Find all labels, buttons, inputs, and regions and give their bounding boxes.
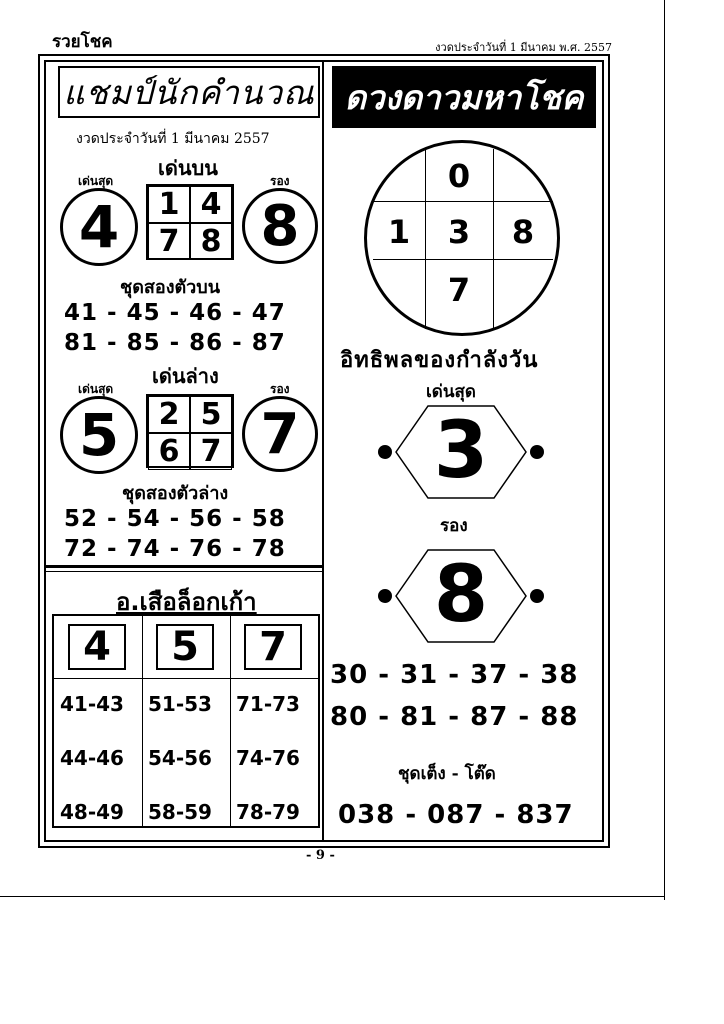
- section-divider-thin: [46, 571, 322, 572]
- bottom-second-label: รอง: [270, 382, 290, 396]
- grid-line: [373, 201, 553, 202]
- top-main-label: เด่นสุด: [78, 174, 114, 188]
- top-main-circle: 4: [60, 188, 138, 266]
- ao-digit: 5: [156, 624, 214, 670]
- champion-title: แชมป์นักคำนวณ: [63, 72, 315, 112]
- grid-cell: 4: [190, 186, 232, 223]
- column-divider: [322, 62, 324, 840]
- top-second-circle: 8: [242, 188, 318, 264]
- grid-line: [373, 259, 553, 260]
- main-hexagon: [376, 402, 546, 502]
- grid-cell: 1: [148, 186, 190, 223]
- grid-cell: 6: [148, 433, 190, 470]
- ao-range: 78-79: [236, 800, 300, 824]
- ao-range: 48-49: [60, 800, 124, 824]
- grid-line: [493, 149, 494, 329]
- right-pairs-row1: 30 - 31 - 37 - 38: [330, 660, 579, 690]
- lucky-star-title: ดวงดาวมหาโชค: [344, 77, 584, 117]
- bottom-pairs-row2: 72 - 74 - 76 - 78: [64, 536, 286, 562]
- grid-cell: 7: [190, 433, 232, 470]
- magazine-name: รวยโชค: [52, 32, 113, 52]
- bottom-main-circle: 5: [60, 396, 138, 474]
- top-heading: เด่นบน: [158, 156, 218, 180]
- top-pairs-heading: ชุดสองตัวบน: [120, 277, 221, 298]
- bottom-digit-grid: [146, 394, 234, 468]
- ao-table: [52, 614, 320, 828]
- page-number: - 9 -: [306, 848, 335, 863]
- tic-center: 3: [447, 213, 471, 251]
- top-second-label: รอง: [270, 174, 290, 188]
- ao-title: อ.เสือล็อกเก้า: [116, 588, 257, 616]
- ao-digit: 7: [244, 624, 302, 670]
- ao-range: 44-46: [60, 746, 124, 770]
- section-divider: [46, 565, 322, 568]
- ao-range: 71-73: [236, 692, 300, 716]
- ao-col-line: [230, 616, 231, 826]
- top-pairs-row1: 41 - 45 - 46 - 47: [64, 300, 286, 326]
- grid-cell: 7: [148, 223, 190, 260]
- lucky-star-title-box: [332, 66, 596, 128]
- triple-heading: ชุดเต็ง - โต๊ด: [398, 764, 496, 784]
- second-hexagon: [376, 546, 546, 646]
- influence-title: อิทธิพลของกำลังวัน: [340, 347, 539, 373]
- tic-right: 8: [511, 213, 535, 251]
- bottom-heading: เด่นล่าง: [152, 364, 219, 388]
- issue-date: งวดประจำวันที่ 1 มีนาคม พ.ศ. 2557: [435, 41, 612, 54]
- bottom-main-label: เด่นสุด: [78, 382, 114, 396]
- ao-range: 74-76: [236, 746, 300, 770]
- grid-cell: 5: [190, 396, 232, 433]
- page-bottom-edge: [0, 896, 664, 897]
- bottom-pairs-heading: ชุดสองตัวล่าง: [122, 483, 229, 504]
- right-main-label: เด่นสุด: [426, 382, 476, 402]
- tic-tac-circle: [364, 140, 560, 336]
- right-pairs-row2: 80 - 81 - 87 - 88: [330, 702, 579, 732]
- triple-numbers: 038 - 087 - 837: [338, 800, 574, 830]
- right-second-label: รอง: [440, 516, 468, 536]
- tic-bottom: 7: [447, 271, 471, 309]
- grid-line: [425, 149, 426, 329]
- main-number: 3: [433, 406, 489, 496]
- ao-range: 41-43: [60, 692, 124, 716]
- ao-range: 58-59: [148, 800, 212, 824]
- page-edge-line: [664, 0, 665, 900]
- ao-row-line: [54, 678, 318, 679]
- second-number: 8: [433, 550, 489, 640]
- ao-range: 51-53: [148, 692, 212, 716]
- tic-left: 1: [387, 213, 411, 251]
- bottom-pairs-row1: 52 - 54 - 56 - 58: [64, 506, 286, 532]
- ao-range: 54-56: [148, 746, 212, 770]
- ao-col-line: [142, 616, 143, 826]
- top-pairs-row2: 81 - 85 - 86 - 87: [64, 330, 286, 356]
- ao-digit: 4: [68, 624, 126, 670]
- top-digit-grid: [146, 184, 234, 260]
- tic-top: 0: [447, 157, 471, 195]
- grid-cell: 2: [148, 396, 190, 433]
- left-date: งวดประจำวันที่ 1 มีนาคม 2557: [76, 131, 270, 147]
- bottom-second-circle: 7: [242, 396, 318, 472]
- grid-cell: 8: [190, 223, 232, 260]
- champion-title-box: [58, 66, 320, 118]
